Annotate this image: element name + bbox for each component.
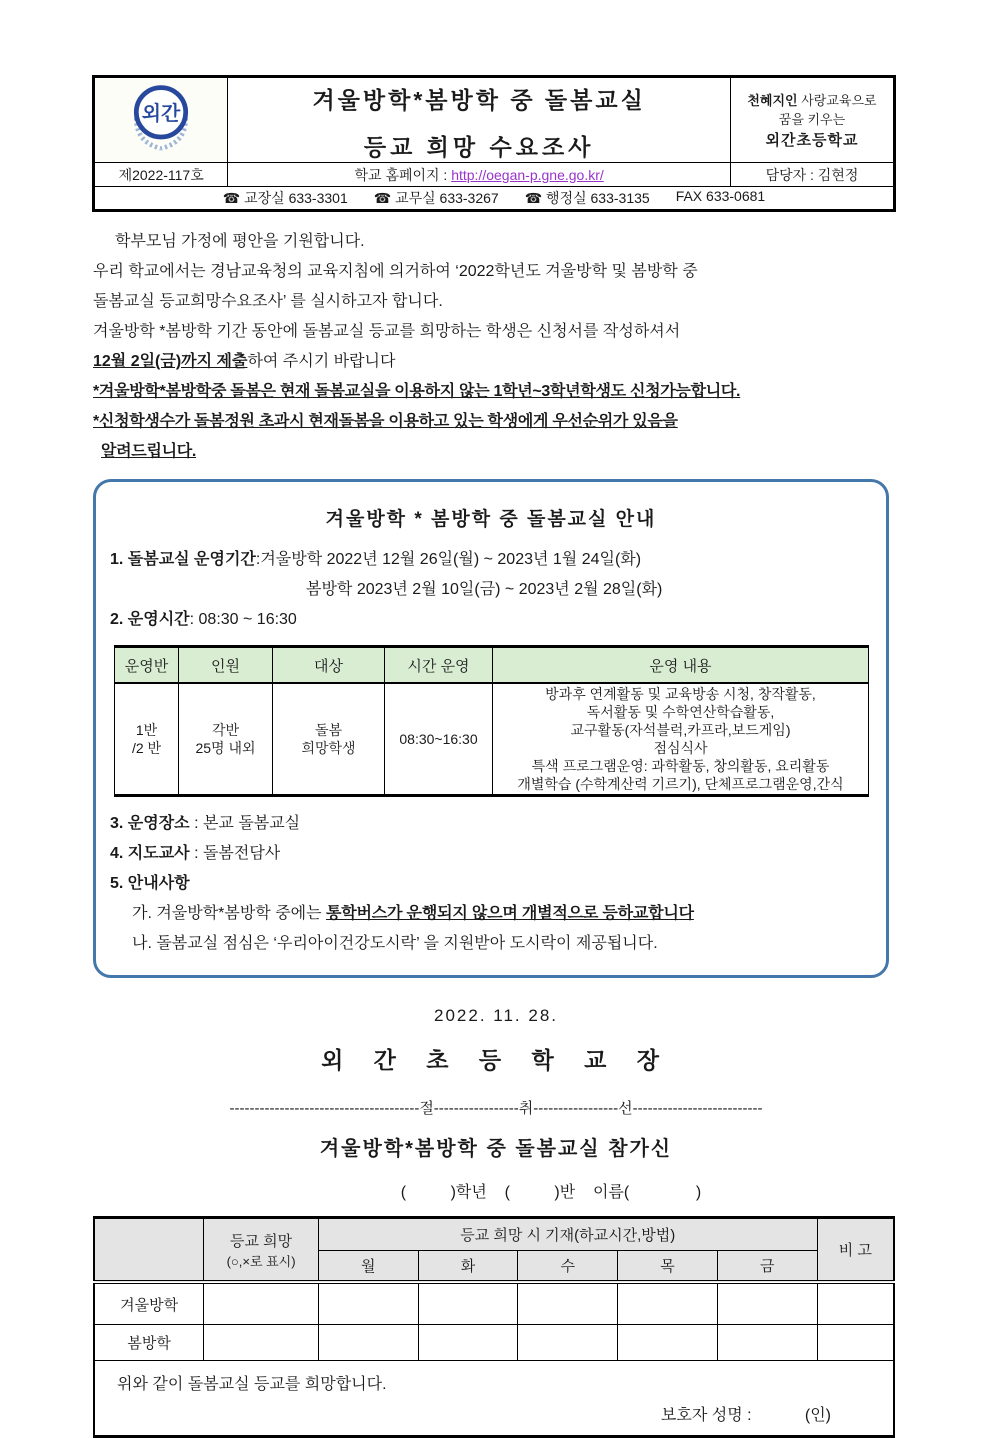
cell-time: 08:30~16:30 [385, 683, 493, 796]
item4-label: 4. 지도교사 [110, 845, 190, 862]
svg-text:외간: 외간 [141, 102, 181, 125]
spring-mon-cell[interactable] [318, 1325, 418, 1361]
attend-header-line2: (○,×로 표시) [226, 1253, 296, 1269]
notice-item2 [110, 605, 872, 635]
winter-note-cell[interactable] [817, 1282, 894, 1325]
notice-item5b: 나. 돌봄교실 점심은 ‘우리아이건강도시락’ 을 지원받아 도시락이 제공됩니다. [132, 935, 658, 952]
school-motto [730, 77, 894, 163]
day-header-thu: 목 [618, 1251, 718, 1283]
operation-table [114, 645, 869, 797]
intro-line5 [93, 347, 899, 377]
winter-thu-cell[interactable] [618, 1282, 718, 1325]
operation-table-row [115, 683, 869, 796]
attend-column-header [204, 1218, 319, 1283]
spring-attend-cell[interactable] [204, 1325, 319, 1361]
item2-label: 2. 운영시간 [110, 611, 190, 628]
intro-section [93, 227, 899, 467]
intro-note2: *신청학생수가 돌봄정원 초과시 현재돌봄을 이용하고 있는 학생에게 우선순위가 있음을 [93, 413, 678, 430]
class-line1: 1반 [135, 722, 158, 738]
content-line1: 방과후 연계활동 및 교육방송 시청, 창작활동, [545, 686, 816, 702]
row-label-spring: 봄방학 [94, 1325, 204, 1361]
phone-principal: ☎ 교장실 633-3301 [222, 190, 348, 206]
masthead-table [93, 76, 895, 211]
spring-tue-cell[interactable] [418, 1325, 518, 1361]
fax-number: FAX 633-0681 [675, 188, 766, 204]
item3-value: : 본교 돌봄교실 [189, 815, 301, 832]
detail-column-header: 등교 희망 시 기재(하교시간,방법) [318, 1218, 817, 1251]
notice-box [93, 479, 889, 978]
spring-fri-cell[interactable] [717, 1325, 817, 1361]
winter-wed-cell[interactable] [518, 1282, 618, 1325]
notice-item3 [110, 809, 872, 839]
form-corner-cell [94, 1218, 204, 1283]
winter-tue-cell[interactable] [418, 1282, 518, 1325]
deadline-rest: 하여 주시기 바랍니다 [247, 353, 396, 370]
item1-value: :겨울방학 2022년 12월 26일(월) ~ 2023년 1월 24일(화) [255, 551, 642, 568]
notice-item1-line2: 봄방학 2023년 2월 10일(금) ~ 2023년 2월 28일(화) [306, 581, 663, 598]
day-header-fri: 금 [717, 1251, 817, 1283]
col-header-class: 운영반 [115, 647, 179, 684]
homepage-label: 학교 홈페이지 : [354, 166, 452, 183]
form-footer-row [94, 1361, 894, 1437]
manager-name: 담당자 : 김현정 [730, 163, 894, 187]
intro-line2: 우리 학교에서는 경남교육청의 교육지침에 의거하여 ‘2022학년도 겨울방학 및 봄방학 중 [93, 263, 698, 280]
cell-class [115, 683, 179, 796]
school-name: 외간초등학교 [765, 131, 859, 149]
content-line3: 교구활동(자석블럭,카프라,보드게임) [570, 722, 791, 738]
masthead-top-row [94, 77, 894, 163]
capacity-line1: 각반 [211, 722, 240, 738]
logo-cell [94, 77, 228, 163]
day-header-wed: 수 [518, 1251, 618, 1283]
cut-line: --------------------------------------절-----------------취-----------------선-------------------------- [229, 1100, 763, 1117]
content-line6: 개별학습 (수학계산력 기르기), 단체프로그램운영,간식 [517, 776, 844, 792]
item3-label: 3. 운영장소 [110, 815, 190, 832]
document-title-line1: 겨울방학*봄방학 중 돌봄교실 [312, 87, 646, 113]
deadline-underline: 12월 2일(금)까지 제출 [93, 353, 248, 370]
form-row-winter [94, 1282, 894, 1325]
notice-box-title: 겨울방학 * 봄방학 중 돌봄교실 안내 [325, 509, 657, 530]
target-line1: 돌봄 [314, 722, 343, 738]
document-number: 제2022-117호 [94, 163, 228, 187]
form-row-spring [94, 1325, 894, 1361]
item5-label: 5. 안내사항 [110, 875, 190, 892]
phone-admin: ☎ 행정실 633-3135 [524, 190, 650, 206]
document-title [228, 77, 731, 163]
attend-header-line1: 등교 희망 [229, 1232, 293, 1250]
winter-mon-cell[interactable] [318, 1282, 418, 1325]
content-line2: 독서활동 및 수학연산학습활동, [586, 704, 775, 720]
col-header-time: 시간 운영 [385, 647, 493, 684]
capacity-line2: 25명 내외 [195, 740, 256, 756]
target-line2: 희망학생 [301, 740, 356, 756]
cell-content [493, 683, 869, 796]
masthead-info-row [94, 163, 894, 187]
school-emblem-icon [123, 80, 199, 156]
homepage-cell [228, 163, 731, 187]
cell-capacity [179, 683, 273, 796]
item4-value: : 돌봄전담사 [189, 845, 281, 862]
class-line2: /2 반 [131, 740, 162, 756]
intro-line1: 학부모님 가정에 평안을 기원합니다. [115, 233, 365, 250]
motto-line2: 꿈을 키우는 [778, 111, 846, 127]
notice-item1 [110, 545, 872, 575]
principal-signature: 외 간 초 등 학 교 장 [321, 1047, 671, 1073]
phone-office: ☎ 교무실 633-3267 [373, 190, 499, 206]
winter-fri-cell[interactable] [717, 1282, 817, 1325]
homepage-link[interactable]: http://oegan-p.gne.go.kr/ [451, 166, 604, 183]
content-line5: 특색 프로그램운영: 과학활동, 창의활동, 요리활동 [531, 758, 830, 774]
application-form-table [93, 1216, 895, 1438]
masthead-phone-row [94, 187, 894, 211]
guardian-signature-line: 보호자 성명 : (인) [660, 1407, 831, 1424]
spring-note-cell[interactable] [817, 1325, 894, 1361]
note-column-header: 비 고 [817, 1218, 894, 1283]
phone-cell [94, 187, 894, 211]
item1-label: 1. 돌봄교실 운영기간 [110, 551, 256, 568]
winter-attend-cell[interactable] [204, 1282, 319, 1325]
day-header-mon: 월 [318, 1251, 418, 1283]
notice-item5a [110, 899, 872, 929]
form-header-row1 [94, 1218, 894, 1251]
item2-value: : 08:30 ~ 16:30 [189, 611, 297, 628]
motto-rest: 사랑교육으로 [801, 92, 877, 108]
motto-bold: 천혜지인 [747, 92, 798, 108]
notice-item5 [110, 869, 872, 899]
spring-wed-cell[interactable] [518, 1325, 618, 1361]
form-title: 겨울방학*봄방학 중 돌봄교실 참가신 [319, 1138, 673, 1160]
intro-line4: 겨울방학 *봄방학 기간 동안에 돌봄교실 등교를 희망하는 학생은 신청서를 작성하셔서 [93, 323, 681, 340]
item5a-underline: 통학버스가 운행되지 않으며 개별적으로 등하교합니다 [326, 905, 694, 922]
operation-table-header [115, 647, 869, 684]
col-header-content: 운영 내용 [493, 647, 869, 684]
col-header-target: 대상 [273, 647, 385, 684]
spring-thu-cell[interactable] [618, 1325, 718, 1361]
form-footer-cell [94, 1361, 894, 1437]
grade-class-name-line: ( )학년 ( )반 이름( ) [400, 1184, 702, 1201]
day-header-tue: 화 [418, 1251, 518, 1283]
issue-date: 2022. 11. 28. [434, 1006, 558, 1025]
cell-target [273, 683, 385, 796]
col-header-capacity: 인원 [179, 647, 273, 684]
notice-item4 [110, 839, 872, 869]
document-page [93, 0, 899, 1438]
intro-note1: *겨울방학*봄방학중 돌봄은 현재 돌봄교실을 이용하지 않는 1학년~3학년학생도 신청가능합니다. [93, 383, 741, 400]
motto-line1 [731, 91, 893, 110]
item5a-prefix: 가. 겨울방학*봄방학 중에는 [132, 905, 327, 922]
document-title-line2: 등교 희망 수요조사 [363, 134, 595, 160]
footer-statement: 위와 같이 돌봄교실 등교를 희망합니다. [117, 1376, 387, 1393]
intro-note3: 알려드립니다. [101, 443, 197, 460]
content-line4: 점심식사 [653, 740, 708, 756]
row-label-winter: 겨울방학 [94, 1282, 204, 1325]
intro-line3: 돌봄교실 등교희망수요조사’ 를 실시하고자 합니다. [93, 293, 443, 310]
